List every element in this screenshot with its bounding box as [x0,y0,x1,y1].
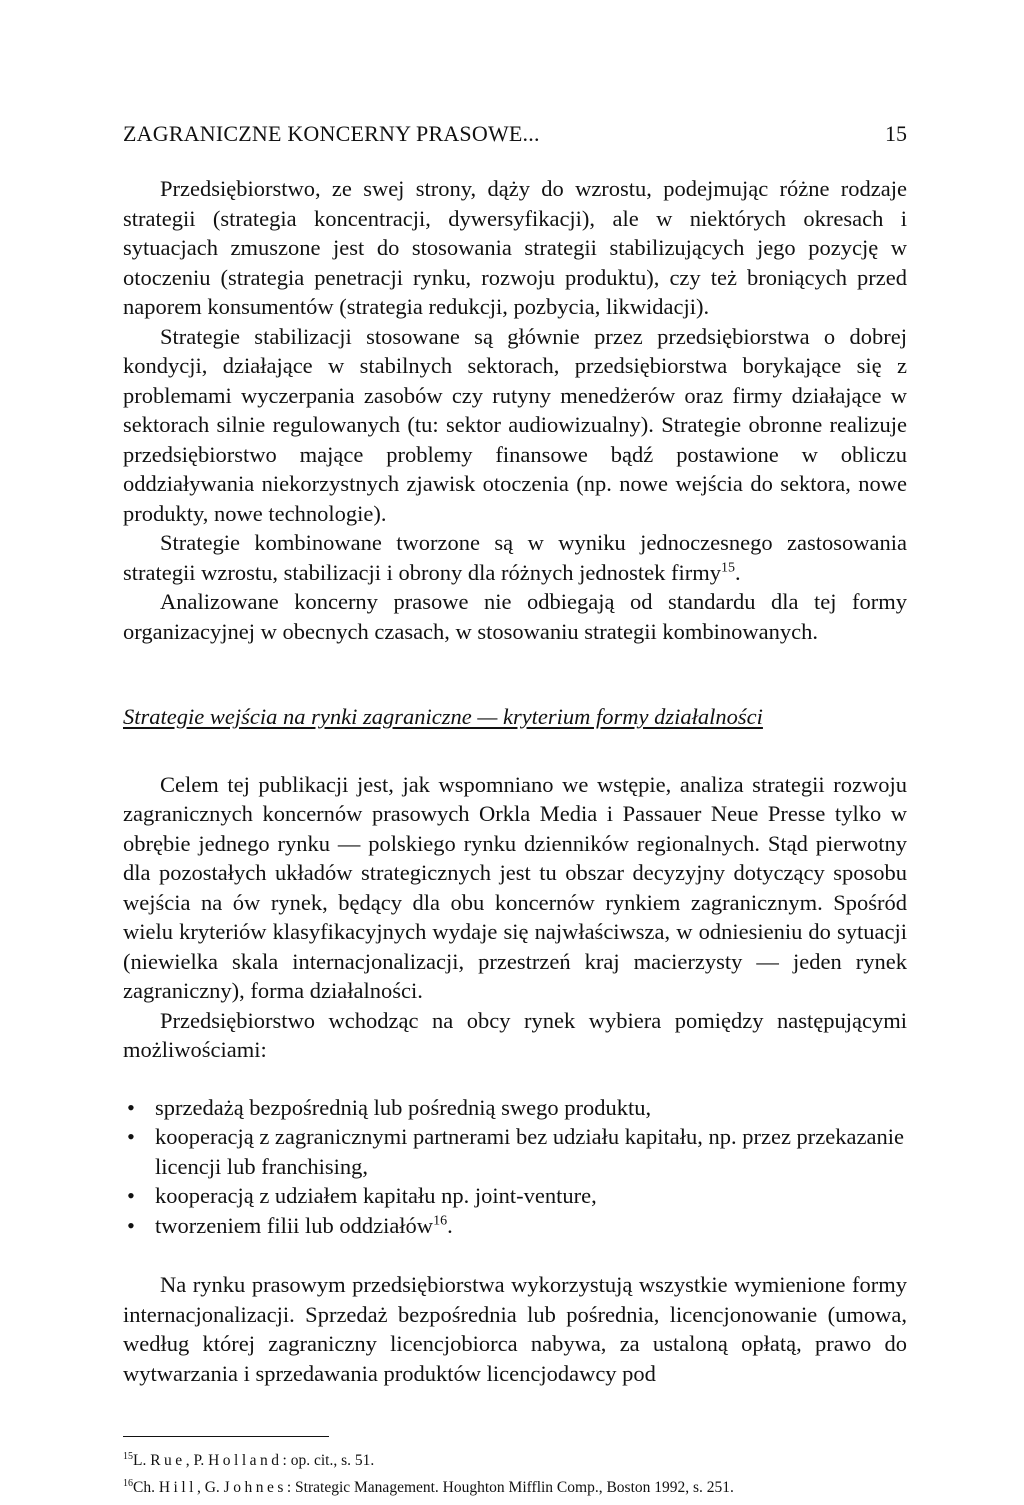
paragraph-text: Przedsiębiorstwo wchodząc na obcy rynek wybiera pomiędzy następującymi możliwościami: [123,1007,907,1062]
footnote-author: Hill [158,1479,197,1496]
paragraph-analyzed-concerns [123,587,907,646]
paragraph-text: Na rynku prasowym przedsiębiorstwa wykorzystują wszystkie wymienione formy internacjonalizacji. Sprzedaż bezpośrednia lub pośrednia, licencjonowanie (umowa, według której zagraniczny licencjobiorca nabywa, za ustaloną opłatą, prawo do wytwarzania i sprzedawania produktów licencjodawcy pod [123,1272,907,1386]
footnote-number: 15 [123,1450,133,1462]
list-item-text: sprzedażą bezpośrednią lub pośrednią swego produktu, [155,1094,652,1120]
bullet-icon: • [127,1183,135,1208]
running-head [123,116,907,152]
paragraph-combined: Strategie kombinowane tworzone są w wyniku jednoczesnego zastosowania strategii wzrostu, stabilizacji i obrony dla różnych jednostek firmy$^{15}$. [123,530,907,585]
paragraph-stabilization [123,322,907,529]
list-item-text: kooperacją z zagranicznymi partnerami bez udziału kapitału, np. przez przekazanie licencji lub franchising, [155,1124,904,1179]
document-page [123,116,907,1501]
footnote-number: 16 [123,1477,133,1489]
footnote-rest: : op. cit., s. 51. [282,1452,375,1469]
entry-forms-list [123,1093,907,1241]
paragraph-publication-aim [123,770,907,1006]
list-item-text: kooperacją z udziałem kapitału np. joint-venture, [155,1183,597,1208]
footnote-ref-16: 16 [433,1213,448,1228]
footnote-author: Johnes [223,1479,287,1496]
footnote-ref-15: 15 [720,560,735,575]
bullet-icon: • [127,1094,135,1120]
bullet-icon: • [127,1124,135,1149]
list-item: • tworzeniem filii lub oddziałów$^{16}$. [123,1211,907,1241]
running-title: ZAGRANICZNE KONCERNY PRASOWE... [123,121,540,146]
footnote-separator: , P. [185,1452,205,1469]
footnote-15 [123,1447,907,1474]
list-item [123,1181,907,1211]
paragraph-market-entry [123,1006,907,1065]
footnote-16 [123,1474,907,1501]
footnote-initial: L. [133,1452,147,1469]
footnote-rest: : Strategic Management. Houghton Mifflin Comp., Boston 1992, s. 251. [286,1479,734,1496]
paragraph-strategies-growth [123,174,907,322]
footnote-author: Rue [150,1452,186,1469]
list-item [123,1093,907,1123]
bullet-icon: • [127,1212,135,1238]
footnote-separator: , G. [196,1479,220,1496]
paragraph-text: Analizowane koncerny prasowe nie odbiegają od standardu dla tej formy organizacyjnej w obecnych czasach, w stosowaniu strategii kombinowanych. [123,589,907,644]
paragraph-text: Strategie kombinowane tworzone są w wyniku jednoczesnego zastosowania strategii wzrostu, stabilizacji i obrony dla różnych jednostek firmy [123,530,907,585]
section-heading: Strategie wejścia na rynki zagraniczne — kryterium formy działalności [123,704,763,729]
list-item [123,1122,907,1181]
footnote-author: Holland [208,1452,283,1469]
page-number: 15 [885,121,907,146]
list-item-text: tworzeniem filii lub oddziałów [155,1212,434,1238]
footnote-initial: Ch. [133,1479,155,1496]
footnotes [123,1447,907,1501]
footnote-divider [123,1436,329,1437]
paragraph-text: Przedsiębiorstwo, ze swej strony, dąży do wzrostu, podejmując różne rodzaje strategii (strategia koncentracji, dywersyfikacji), ale w niektórych okresach i sytuacjach zmuszone jest do stosowania strategii stabilizujących jego pozycję w otoczeniu (strategia penetracji rynku, rozwoju produktu), czy też broniących przed naporem konsumentów (strategia redukcji, pozbycia, likwidacji). [123,176,907,319]
paragraph-text: Celem tej publikacji jest, jak wspomniano we wstępie, analiza strategii rozwoju zagranicznych koncernów prasowych Orkla Media i Passauer Neue Presse tylko w obrębie jednego rynku — polskiego rynku dzienników regionalnych. Stąd pierwotny dla pozostałych układów strategicznych jest tu obszar decyzyjny dotyczący sposobu wejścia na ów rynek, będący dla obu koncernów rynkiem zagranicznym. Spośród wielu kryteriów klasyfikacyjnych wydaje się najwłaściwsza, w odniesieniu do sytuacji (niewielka skala internacjonalizacji, przestrzeń kraj macierzysty — jeden rynek zagraniczny), forma działalności. [123,771,907,1003]
paragraph-press-market [123,1270,907,1388]
paragraph-text: Strategie stabilizacji stosowane są głównie przez przedsiębiorstwa o dobrej kondycji, działające w stabilnych sektorach, przedsiębiorstwa borykające się z problemami wyczerpania zasobów czy rutyny menedżerów oraz firmy działające w sektorach silnie regulowanych (tu: sektor audiowizualny). Strategie obronne realizuje przedsiębiorstwo mające problemy finansowe bądź postawione w obliczu oddziaływania niekorzystnych zjawisk otoczenia (np. nowe wejścia do sektora, nowe produkty, nowe technologie). [123,323,907,526]
